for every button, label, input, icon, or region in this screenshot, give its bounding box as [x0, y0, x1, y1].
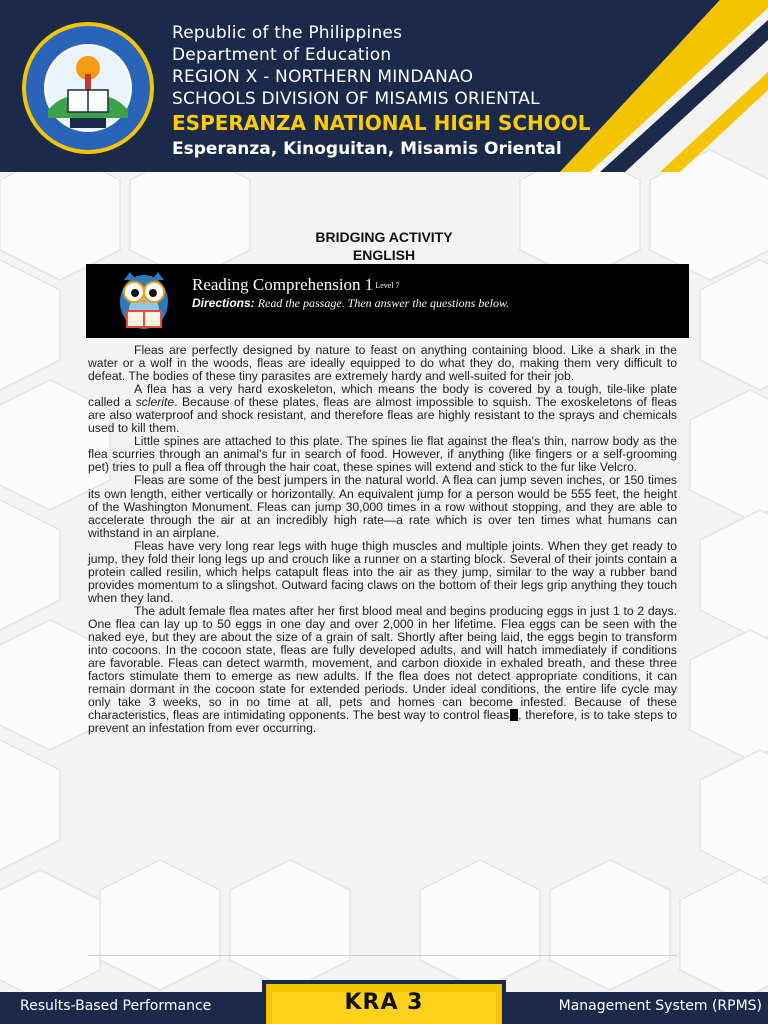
passage-paragraph-2	[88, 383, 677, 435]
paragraph-2-start: A flea has a very hard exoskeleton, which means the body is covered by a tough, tile-like plate called a	[88, 382, 677, 410]
sclerite-term: sclerite	[135, 395, 175, 410]
activity-subject: ENGLISH	[352, 247, 416, 263]
passage-paragraph-6	[88, 605, 677, 735]
school-header	[0, 0, 768, 172]
passage-paragraph-4: Fleas are some of the best jumpers in the natural world. A flea can jump seven inches, or 150 times its own length, either vertically or horizontally. An equivalent jump for a person would be 555 feet, the height of the Washington Monument. Fleas can jump 30,000 times in a row without stopping, and they are able to accelerate through the air at an incredibly high rate—a rate which is over ten times what humans can withstand in an airplane.	[88, 473, 677, 540]
school-location: Esperanza, Kinoguitan, Misamis Oriental	[172, 139, 562, 159]
kra-label: KRA 3	[344, 990, 424, 1015]
footer-divider	[88, 955, 677, 956]
division-line: SCHOOLS DIVISION OF MISAMIS ORIENTAL	[172, 89, 540, 109]
department-line: Department of Education	[172, 45, 392, 65]
banner-title-text: Reading Comprehension 1	[192, 275, 374, 294]
banner-directions	[192, 296, 509, 311]
school-seal-icon	[18, 18, 158, 158]
directions-text: Read the passage. Then answer the questions below.	[254, 296, 510, 310]
school-name: ESPERANZA NATIONAL HIGH SCHOOL	[172, 111, 591, 135]
owl-reading-icon	[116, 270, 172, 332]
footer-right-text: Management System (RPMS)	[558, 998, 762, 1014]
country-line: Republic of the Philippines	[172, 23, 403, 43]
passage-paragraph-1: Fleas are perfectly designed by nature to feast on anything containing blood. Like a shark in the water or a wolf in the woods, fleas are ideally equipped to do what they do, making them very difficult to defeat. The bodies of these tiny parasites are extremely hardy and well-suited for their job.	[88, 343, 677, 384]
banner-level: Level 7	[375, 281, 400, 290]
passage-paragraph-5: Fleas have very long rear legs with huge thigh muscles and multiple joints. When they get ready to jump, they fold their long legs up and crouch like a runner on a starting block. Several of their joints contain a protein called resilin, which helps catapult fleas into the air as they jump, similar to the way a rubber band provides momentum to a slingshot. Outward facing claws on the bottom of their legs grip anything they touch when they land.	[88, 538, 677, 605]
passage-paragraph-3: Little spines are attached to this plate. The spines lie flat against the flea's thin, narrow body as the flea scurries through an animal's fur in search of food. However, if anything (like fingers or a self-grooming pet) tries to pull a flea off through the hair coat, these spines will extend and stick to the fur like Velcro.	[88, 434, 677, 475]
paragraph-2-end: . Because of these plates, fleas are almost impossible to squish. The exoskeletons of fleas are also waterproof and shock resistant, and therefore fleas are highly resistant to the sprays and chemicals used to kill them.	[88, 395, 677, 436]
activity-title-block	[0, 228, 768, 264]
region-line: REGION X - NORTHERN MINDANAO	[172, 67, 474, 87]
text-cursor-mark	[510, 709, 518, 721]
paragraph-6-start: The adult female flea mates after her first blood meal and begins producing eggs in just 1 to 2 days. One flea can lay up to 50 eggs in one day and over 2,000 in her lifetime. Flea eggs can be seen with the naked eye, but they are about the size of a grain of salt. Shortly after being laid, the eggs begin to transform into cocoons. In the cocoon state, fleas are fully developed adults, and will hatch immediately if conditions are favorable. Fleas can detect warmth, movement, and carbon dioxide in exhaled breath, and these three factors stimulate them to emerge as new adults. If the flea does not detect appropriate conditions, it can remain dormant in the cocoon state for extended periods. Under ideal conditions, the entire life cycle may only take 3 weeks, so in no time at all, pets and homes can become infested. Because of these characteristics, fleas are intimidating opponents. The best way to control fleas	[88, 603, 677, 723]
header-text-block	[172, 22, 642, 162]
directions-label: Directions:	[192, 296, 255, 310]
paragraph-6-end: , therefore, is to take steps to prevent an infestation from ever occurring.	[88, 708, 677, 736]
banner-title	[192, 275, 400, 295]
footer-left-text: Results-Based Performance	[20, 998, 212, 1014]
reading-banner	[86, 264, 689, 338]
kra-badge	[262, 980, 506, 1024]
reading-passage	[88, 344, 677, 735]
activity-title: BRIDGING ACTIVITY	[315, 229, 453, 245]
